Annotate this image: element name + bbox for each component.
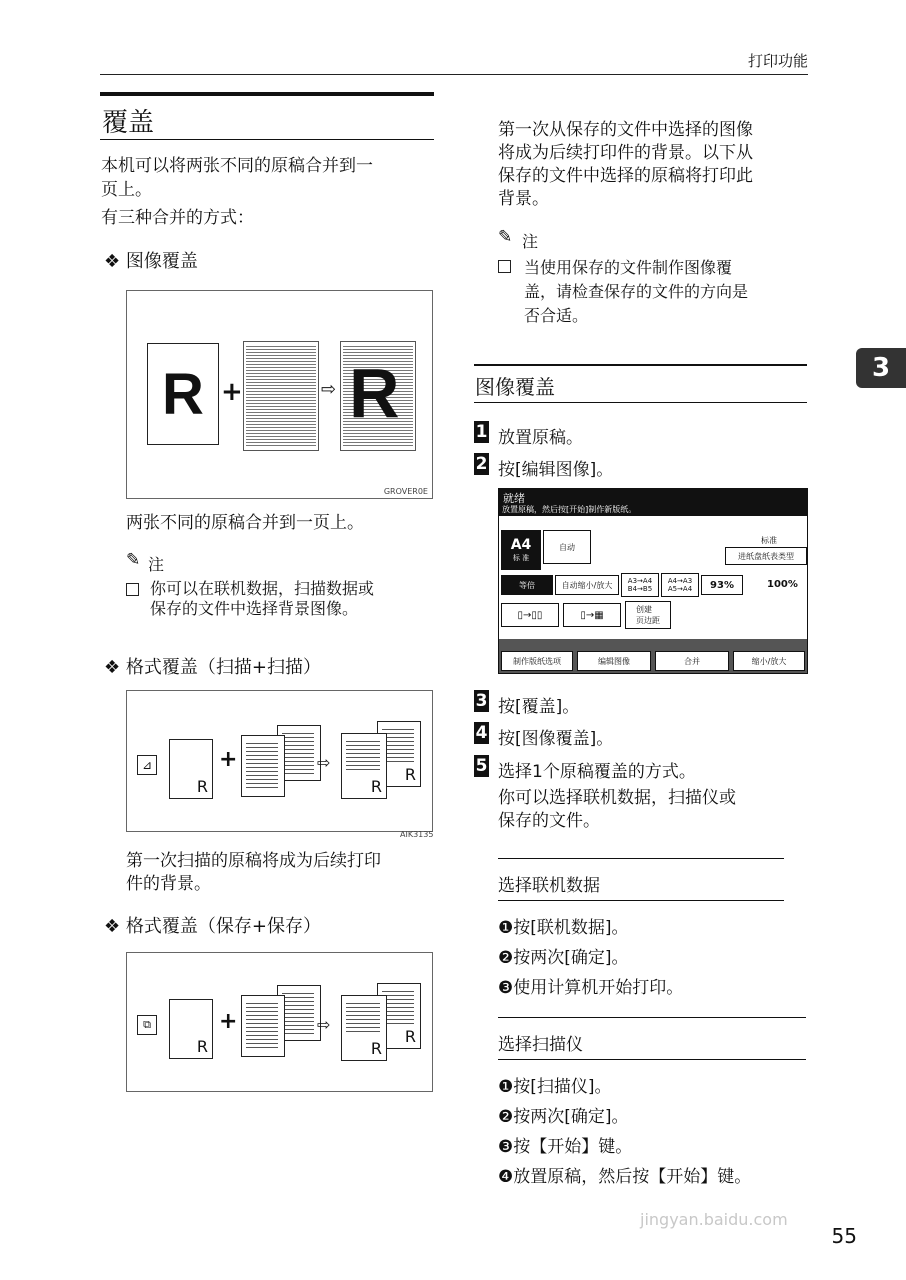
scanner-item-4: ❹放置原稿，然后按【开始】键。 [498,1167,752,1187]
intro-line-2: 页上。 [101,180,152,200]
subsec-title-scanner: 选择扫描仪 [498,1035,583,1055]
stored-file-icon: ⧉ [137,1015,157,1035]
section-rule-top [100,92,434,96]
running-header: 打印功能 [747,52,808,70]
online-item-2: ❷按两次[确定]。 [498,948,629,968]
original-r-sheet: R [147,343,219,445]
reduce-a3-a4-button[interactable]: A3→A4 B4→B5 [621,573,659,597]
combine-2-4-button[interactable]: ▯→▦ [563,603,621,627]
step5-desc-1: 你可以选择联机数据，扫描仪或 [498,788,736,808]
pencil-icon: ✎ [498,227,513,247]
watermark: jingyan.baidu.com [640,1210,788,1229]
merged-back-letter: R [404,765,416,784]
chapter-tab: 3 [856,348,906,388]
right-note-item [498,256,808,328]
stored-sheet [169,999,213,1059]
online-item-3: ❸使用计算机开始打印。 [498,978,684,998]
step-number: 3 [475,691,488,711]
paper-sub: 标 准 [512,554,530,562]
standard-label: 标准 [761,536,777,545]
section-rule-bottom [100,139,434,140]
ratio-button[interactable]: 93% [701,575,743,595]
note-item [126,579,436,619]
right-intro-4: 背景。 [498,189,549,209]
checkbox-bullet-icon [126,583,139,596]
scan-sheet-letter: R [196,777,208,796]
note-label: 注 [148,555,165,574]
front-text-sheet [241,735,285,797]
scan-sheet [169,739,213,799]
status-text: 就绪 [503,492,525,505]
step-number: 1 [475,422,488,442]
screen-status-bar [499,489,807,516]
right-intro-3: 保存的文件中选择的原稿将打印此 [498,166,753,186]
section-title: 覆盖 [102,108,155,138]
tab-edit-image[interactable]: 编辑图像 [577,651,651,671]
figure-image-overlay [126,290,433,499]
pencil-icon: ✎ [126,550,141,570]
merged-front-sheet [341,733,387,799]
duplex-1-2-button[interactable]: ▯→▯▯ [501,603,559,627]
intro-line-1: 本机可以将两张不同的原稿合并到一 [101,156,373,176]
step-text: 放置原稿。 [498,428,583,448]
subsec-rule-bottom [498,1059,806,1060]
copier-screen [498,488,808,674]
step-number: 5 [475,756,488,776]
plus-icon: + [219,1009,238,1034]
merged-sheet [340,341,416,451]
enlarge-a4-a3-button[interactable]: A4→A3 A5→A4 [661,573,699,597]
paper-size: A4 [510,537,532,553]
right-section-title: 图像覆盖 [475,375,555,399]
merged-front-letter: R [370,777,382,796]
step-number: 2 [475,454,488,474]
front-text-sheet [241,995,285,1057]
tab-make-sheet-options[interactable]: 制作版纸选项 [501,651,573,671]
right-note-line-1: 当使用保存的文件制作图像覆 [524,258,733,277]
right-note-line-2: 盖，请检查保存的文件的方向是 [524,282,749,301]
note-line-2: 保存的文件中选择背景图像。 [150,599,359,618]
right-intro-2: 将成为后续打印件的背景。以下从 [498,143,753,163]
step5-desc-2: 保存的文件。 [498,811,600,831]
header-rule [100,74,808,75]
figure-format-scan [126,690,433,832]
scanner-item-3: ❸按【开始】键。 [498,1137,633,1157]
ratio-readout: 100% [767,579,798,590]
tab-reduce-enlarge[interactable]: 缩小/放大 [733,651,805,671]
status-message: 放置原稿，然后按[开始]制作新版纸。 [502,505,637,514]
merged-front-letter: R [370,1039,382,1058]
same-size-button[interactable]: 等倍 [501,575,553,595]
merged-back-letter: R [404,1027,416,1046]
merged-r-letter: R [349,354,400,432]
figure-code: GROVER0E [383,487,428,496]
auto-paper-button[interactable]: 自动 [543,530,591,564]
stored-sheet-letter: R [196,1037,208,1056]
right-section-rule-bottom [474,402,807,403]
subsec-rule-top [498,1017,806,1018]
merged-front-sheet [341,995,387,1061]
subsec-title-online: 选择联机数据 [498,876,600,896]
note-line-1: 你可以在联机数据，扫描数据或 [150,579,375,598]
step-text: 按[编辑图像]。 [498,460,614,480]
arrow-right-icon: ⇨ [317,753,331,772]
step-text: 选择1个原稿覆盖的方式。 [498,762,696,782]
step-text: 按[覆盖]。 [498,697,580,717]
figure2-code: AIK3135 [400,830,434,839]
right-intro-1: 第一次从保存的文件中选择的图像 [498,120,753,140]
figure-format-stored [126,952,433,1092]
scanner-item-1: ❶按[扫描仪]。 [498,1077,612,1097]
page-number: 55 [831,1224,857,1248]
figure2-caption-2: 件的背景。 [126,874,211,894]
intro-line-3: 有三种合并的方式： [101,208,254,228]
right-note-label: 注 [522,232,539,251]
text-sheet [243,341,319,451]
scanner-item-2: ❷按两次[确定]。 [498,1107,629,1127]
auto-reduce-button[interactable]: 自动缩小/放大 [555,575,619,595]
subhead-image-overlay: ❖ 图像覆盖 [104,251,198,272]
plus-icon: + [221,377,243,407]
subhead-format-scan: ❖ 格式覆盖（扫描+扫描） [104,657,321,678]
figure1-caption: 两张不同的原稿合并到一页上。 [126,513,364,533]
right-note-line-3: 否合适。 [524,306,589,325]
arrow-right-icon: ⇨ [317,1015,331,1034]
step-text: 按[图像覆盖]。 [498,729,614,749]
online-item-1: ❶按[联机数据]。 [498,918,629,938]
arrow-right-icon: ⇨ [321,379,337,400]
tab-combine[interactable]: 合并 [655,651,729,671]
subsec-rule-bottom [498,900,784,901]
right-section-rule-top [474,364,807,366]
subsec-rule-top [498,858,784,859]
paper-type-button[interactable]: 进纸盘纸表类型 [725,547,807,565]
subhead-format-stored: ❖ 格式覆盖（保存+保存） [104,916,321,937]
paper-tray-button[interactable] [501,530,541,570]
checkbox-bullet-icon [498,260,511,273]
plus-icon: + [219,747,238,772]
scanner-icon: ⊿ [137,755,157,775]
step-number: 4 [475,723,488,743]
figure2-caption-1: 第一次扫描的原稿将成为后续打印 [126,851,381,871]
create-margin-button[interactable]: 创建 页边距 [625,601,671,629]
